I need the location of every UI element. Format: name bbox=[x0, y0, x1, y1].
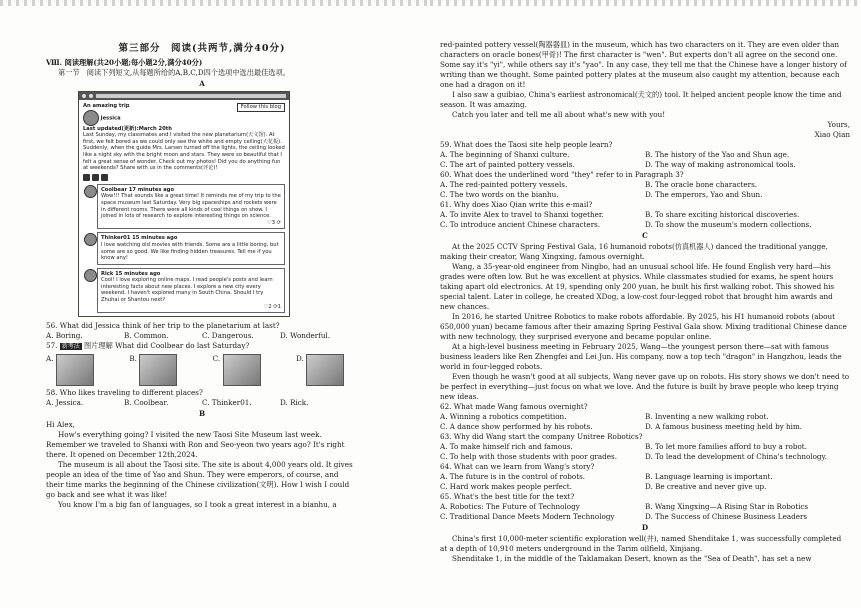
question-63: 63. Why did Wang start the company Unitree Robotics? bbox=[440, 432, 643, 441]
question-60: 60. What does the underlined word "they" refer to in Paragraph 3? bbox=[440, 170, 684, 179]
share-icons bbox=[83, 174, 285, 181]
q64-options bbox=[440, 472, 850, 492]
b-paragraph: red-painted pottery vessel(陶器器皿) in the museum, which has two characters on it. They are even older than characters on oracle bones(甲骨)! The first character is "wen". But experts don't all agree on the second one. Some say it's "yi", while others say it's "yao". In any case, they tell me that the Chinese have a longer history of writing than we thought. Some painted pottery plates at the museum also caught my attention, because each one had a dragon on it! bbox=[440, 40, 847, 89]
top-border bbox=[430, 0, 861, 6]
left-column bbox=[46, 44, 358, 510]
option: B. Inventing a new walking robot. bbox=[645, 412, 769, 421]
d-paragraph: Shenditake 1, in the middle of the Taklamakan Desert, known as the "Sea of Death", has set a new bbox=[452, 554, 812, 563]
b-paragraph: Catch you later and tell me all about what's new with you! bbox=[452, 110, 666, 119]
option-picture bbox=[306, 354, 344, 386]
q62-options bbox=[440, 412, 850, 432]
b-paragraph: I also saw a guibiao, China's earliest astronomical(天文的) tool. It helped ancient people know the time and season. It was amazing. bbox=[440, 90, 842, 109]
q61-options bbox=[440, 210, 850, 230]
right-page bbox=[430, 0, 861, 608]
option-picture bbox=[139, 354, 177, 386]
avatar bbox=[83, 110, 99, 126]
c-paragraph: At the 2025 CCTV Spring Festival Gala, 16 humanoid robots(仿真机器人) danced the traditional yangge, making their creator, Wang Xingxing, famous overnight. bbox=[440, 242, 828, 261]
question-61: 61. Why does Xiao Qian write this e-mail? bbox=[440, 200, 593, 209]
blog-author: Jessica bbox=[100, 115, 121, 122]
comment-author: Thinker01 15 minutes ago bbox=[101, 235, 178, 242]
passage-d-label: D bbox=[641, 523, 649, 532]
b-signature: Xiao Qian bbox=[814, 130, 850, 139]
option: C. The two words on the bianhu. bbox=[440, 190, 559, 199]
option: D. Rick. bbox=[280, 398, 309, 408]
comment bbox=[97, 232, 285, 264]
comment-counts: ♡3 ⟳ bbox=[267, 219, 281, 226]
section-title: 第三部分 阅读(共两节,满分40分) bbox=[118, 43, 286, 54]
question-56: 56. What did Jessica think of her trip to the planetarium at last? bbox=[46, 321, 280, 331]
q56-options bbox=[46, 331, 358, 341]
b-signoff: Yours, bbox=[827, 120, 850, 129]
option: A. Robotics: The Future of Technology bbox=[440, 502, 580, 511]
option: B. The oracle bone characters. bbox=[645, 180, 758, 189]
browser-bar bbox=[79, 92, 289, 100]
option: C. A dance show performed by his robots. bbox=[440, 422, 593, 431]
comment-author: Coolbear 17 minutes ago bbox=[101, 186, 175, 193]
option: D. To lead the development of China's technology. bbox=[645, 452, 827, 461]
follow-blog-button[interactable]: Follow this blog bbox=[237, 103, 285, 112]
option: C. To help with those students with poor grades. bbox=[440, 452, 617, 461]
part-heading: Ⅷ. 阅读理解(共20小题;每小题2分,满分40分) bbox=[46, 58, 203, 67]
share-icon[interactable] bbox=[83, 174, 90, 181]
c-paragraph: Wang, a 35-year-old engineer from Ningbo, had an unusual school life. He found English very hard—his grades were often low. But he was excellent at physics. While classmates studied for exams, he spent hours taking apart old electronics. At 19, spending only 200 yuan, he built his first walking robot. This showed his special talent. Later in college, he created XDog, a low-cost four-legged robot that brought him awards and new chances. bbox=[440, 262, 835, 311]
instruction: 第一节 阅读下列短文,从每题所给的A,B,C,D四个选项中选出最佳选项。 bbox=[58, 68, 290, 77]
option: A. The beginning of Shanxi culture. bbox=[440, 150, 570, 159]
option: A. Winning a robotics competition. bbox=[440, 412, 567, 421]
comment-text: I love watching old movies with friends. Some are a little boring, but some are so good. We like finding hidden treasures. Tell me if you know any! bbox=[101, 241, 279, 262]
option-label: A. bbox=[46, 354, 54, 364]
d-paragraph: China's first 10,000-meter scientific exploration well(井), named Shenditake 1, was successfully completed at a depth of 10,910 meters underground in the Tarim oilfield, Xinjiang. bbox=[440, 534, 842, 553]
question-65: 65. What's the best title for the text? bbox=[440, 492, 575, 501]
question-57-text: 图片理解 What did Coolbear do last Saturday? bbox=[84, 341, 250, 351]
blog-updated: Last updated(更新):March 20th bbox=[83, 125, 172, 132]
share-icon[interactable] bbox=[92, 174, 99, 181]
option: D. To show the museum's modern collections. bbox=[645, 220, 812, 229]
passage-a-label: A bbox=[199, 79, 205, 88]
c-paragraph: In 2016, he started Unitree Robotics to make robots affordable. By 2025, his H1 humanoid robots (about 650,000 yuan) became famous after their amazing Spring Festival Gala show. Mixing traditional Chinese dance with new technology, they surprised everyone and became popular online. bbox=[440, 312, 847, 341]
option-label: D. bbox=[295, 354, 304, 364]
option: B. To let more families afford to buy a robot. bbox=[645, 442, 807, 451]
option: A. The future is in the control of robots. bbox=[440, 472, 586, 481]
question-59: 59. What does the Taosi site help people learn? bbox=[440, 140, 613, 149]
option: C. Hard work makes people perfect. bbox=[440, 482, 572, 491]
option: B. Language learning is important. bbox=[645, 472, 773, 481]
c-paragraph: At a high-level business meeting in February 2025, Wang—the youngest person there—sat with famous business leaders like Ren Zhengfei and Lei Jun. His company, now a top tech "dragon" in Hangzhou, leads the world in four-legged robots. bbox=[440, 342, 842, 371]
b-paragraph: The museum is all about the Taosi site. The site is about 4,000 years old. It gives people an idea of the time of Yao and Shun. They were emperors, of course, and their time marks the beginning of the Chinese civilization(文明). How I wish I could go back and see what it was like! bbox=[46, 460, 353, 500]
q65-options bbox=[440, 502, 850, 522]
comment bbox=[97, 268, 285, 314]
option: B. The history of the Yao and Shun age. bbox=[645, 150, 790, 159]
comment bbox=[97, 184, 285, 230]
q57-pictures bbox=[46, 354, 358, 386]
option: D. The way of making astronomical tools. bbox=[645, 160, 796, 169]
blog-text: Last Sunday, my classmates and I visited the new planetarium(天文馆). At first, we felt bored as we could only see the white and empty ceiling(天花板). Suddenly, when the guide Mrs. Larsen turned off the lights, the ceiling looked like a night sky with the bright moon and stars. They were so beautiful that I felt a great sense of wonder. Check out my photos! Did you do anything fun at weekends? Share with us in the comments(评论)! bbox=[83, 132, 285, 172]
option: D. Be creative and never give up. bbox=[645, 482, 767, 491]
option: A. Boring. bbox=[46, 331, 83, 341]
q57-tag: 新考法 bbox=[61, 343, 80, 351]
right-column bbox=[440, 40, 850, 564]
option: B. Coolbear. bbox=[124, 398, 169, 408]
question-57: 57. 新考法 图片理解 What did Coolbear do last Saturday? bbox=[46, 341, 250, 351]
left-page bbox=[0, 0, 430, 608]
option: C. Dangerous. bbox=[202, 331, 254, 341]
window-dot-icon bbox=[82, 94, 86, 98]
option: D. The emperors, Yao and Shun. bbox=[645, 190, 763, 199]
passage-c-label: C bbox=[642, 231, 648, 240]
q58-options bbox=[46, 398, 358, 408]
option: D. Wonderful. bbox=[280, 331, 331, 341]
comment-author: Rick 15 minutes ago bbox=[101, 270, 161, 277]
question-64: 64. What can we learn from Wang's story? bbox=[440, 462, 595, 471]
option: C. Traditional Dance Meets Modern Technology bbox=[440, 512, 615, 521]
option: C. Thinker01. bbox=[202, 398, 252, 408]
option-picture bbox=[223, 354, 261, 386]
option: C. To introduce ancient Chinese characters. bbox=[440, 220, 601, 229]
question-62: 62. What made Wang famous overnight? bbox=[440, 402, 588, 411]
option: A. To invite Alex to travel to Shanxi together. bbox=[440, 210, 604, 219]
comment-text: Wow!!! That sounds like a great time! It reminds me of my trip to the space museum last Saturday. Very big spaceships and rockets were in different rooms. There were all kinds of cool things on show. I joined in lots of research to explore interesting things on science. bbox=[101, 193, 281, 220]
c-paragraph: Even though he wasn't good at all subjects, Wang never gave up on robots. His story shows we don't need to be perfect in everything—just focus on what we love. And the future is built by brave people who keep trying new ideas. bbox=[440, 372, 850, 401]
option: A. The red-painted pottery vessels. bbox=[440, 180, 568, 189]
window-dot-icon bbox=[89, 94, 93, 98]
option-label: B. bbox=[129, 354, 137, 364]
avatar bbox=[84, 269, 97, 282]
b-greeting: Hi Alex, bbox=[46, 420, 75, 430]
option: B. Wang Xingxing—A Rising Star in Robotics bbox=[645, 502, 809, 511]
top-border bbox=[0, 0, 430, 6]
q59-options bbox=[440, 150, 850, 170]
q60-options bbox=[440, 180, 850, 200]
option: C. The art of painted pottery vessels. bbox=[440, 160, 575, 169]
option-label: C. bbox=[212, 354, 221, 364]
option-picture bbox=[56, 354, 94, 386]
b-paragraph: How's everything going? I visited the new Taosi Site Museum last week. Remember we traveled to Shanxi with Ron and Seo-yeon two years ago? It's right there. It opened on December 12th,2024. bbox=[46, 430, 345, 460]
blog-card bbox=[78, 91, 290, 317]
b-paragraph: You know I'm a big fan of languages, so I took a great interest in a bianhu, a bbox=[58, 500, 337, 510]
share-icon[interactable] bbox=[101, 174, 108, 181]
url-bar bbox=[96, 94, 286, 98]
option: B. Common. bbox=[124, 331, 169, 341]
avatar bbox=[84, 185, 97, 198]
option: A. To make himself rich and famous. bbox=[440, 442, 573, 451]
avatar bbox=[84, 233, 97, 246]
q63-options bbox=[440, 442, 850, 462]
blog-title: An amazing trip bbox=[83, 103, 130, 109]
option: B. To share exciting historical discoveries. bbox=[645, 210, 800, 219]
option: A. Jessica. bbox=[46, 398, 84, 408]
option: D. A famous business meeting held by him. bbox=[645, 422, 803, 431]
option: D. The Success of Chinese Business Leaders bbox=[645, 512, 808, 521]
passage-b-label: B bbox=[198, 409, 206, 419]
comment-text: Cool! I love exploring online maps. I read people's posts and learn interesting facts about new places. I explore a new city every weekend. I haven't explored many in South China. Should I try Zhuhai or Shantou next? bbox=[101, 277, 273, 304]
question-58: 58. Who likes traveling to different places? bbox=[46, 388, 203, 398]
comment-counts: ♡2 ⟳1 bbox=[263, 303, 281, 310]
